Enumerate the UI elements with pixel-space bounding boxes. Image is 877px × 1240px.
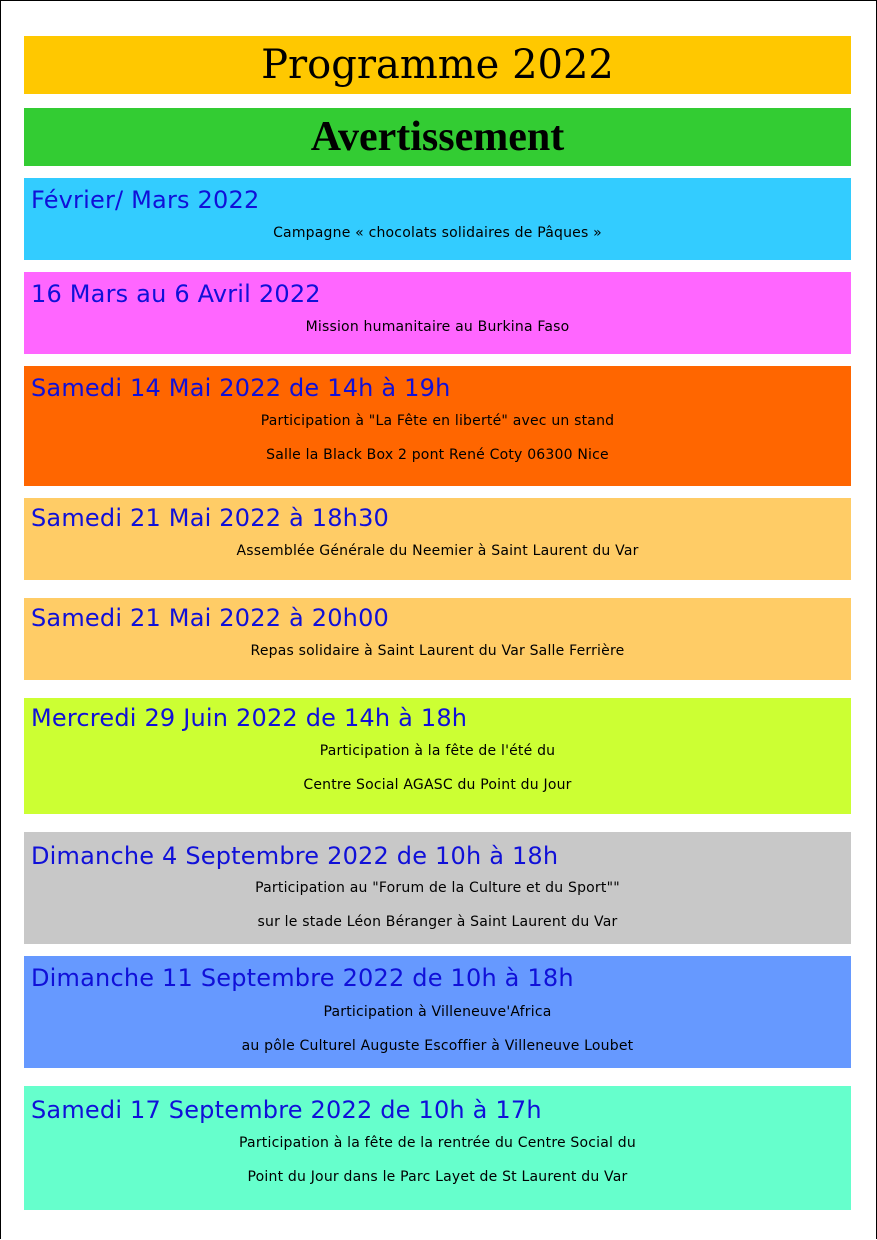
event-card	[24, 178, 851, 260]
event-date: 16 Mars au 6 Avril 2022	[31, 280, 321, 308]
event-card	[24, 272, 851, 354]
warning-title: Avertissement	[310, 114, 565, 160]
event-date: Samedi 21 Mai 2022 à 18h30	[31, 504, 390, 532]
event-card	[24, 498, 851, 580]
event-date: Samedi 14 Mai 2022 de 14h à 19h	[31, 374, 451, 402]
event-date: Samedi 21 Mai 2022 à 20h00	[31, 604, 390, 632]
event-description: Mission humanitaire au Burkina Faso	[305, 319, 570, 335]
event-description-line-1: Participation à "La Fête en liberté" avec un stand	[260, 413, 615, 429]
warning-title-band	[24, 108, 851, 166]
event-description-line-1: Participation à la fête de la rentrée du Centre Social du	[239, 1135, 636, 1151]
event-description-line-2: Centre Social AGASC du Point du Jour	[303, 777, 572, 793]
event-date: Février/ Mars 2022	[31, 186, 260, 214]
event-card	[24, 598, 851, 680]
event-description-line-2: Salle la Black Box 2 pont René Coty 06300 Nice	[266, 447, 609, 463]
event-date: Dimanche 11 Septembre 2022 de 10h à 18h	[31, 964, 574, 992]
event-date: Dimanche 4 Septembre 2022 de 10h à 18h	[31, 842, 559, 870]
event-description-line-1: Participation à la fête de l'été du	[319, 743, 556, 759]
event-card	[24, 832, 851, 944]
event-description-line-2: Point du Jour dans le Parc Layet de St Laurent du Var	[247, 1169, 628, 1185]
programme-title: Programme 2022	[261, 42, 614, 88]
event-description: Assemblée Générale du Neemier à Saint Laurent du Var	[236, 543, 639, 559]
programme-title-band	[24, 36, 851, 94]
event-description-line-2: sur le stade Léon Béranger à Saint Laurent du Var	[257, 914, 618, 930]
event-card	[24, 698, 851, 814]
event-description: Repas solidaire à Saint Laurent du Var Salle Ferrière	[250, 643, 625, 659]
event-description-line-2: au pôle Culturel Auguste Escoffier à Villeneuve Loubet	[241, 1038, 634, 1054]
event-card	[24, 1086, 851, 1210]
event-card	[24, 956, 851, 1068]
event-date: Samedi 17 Septembre 2022 de 10h à 17h	[31, 1096, 542, 1124]
event-description: Campagne « chocolats solidaires de Pâques »	[273, 225, 602, 241]
event-description-line-1: Participation à Villeneuve'Africa	[323, 1004, 552, 1020]
event-card	[24, 366, 851, 486]
event-description-line-1: Participation au "Forum de la Culture et du Sport""	[255, 880, 620, 896]
event-date: Mercredi 29 Juin 2022 de 14h à 18h	[31, 704, 468, 732]
